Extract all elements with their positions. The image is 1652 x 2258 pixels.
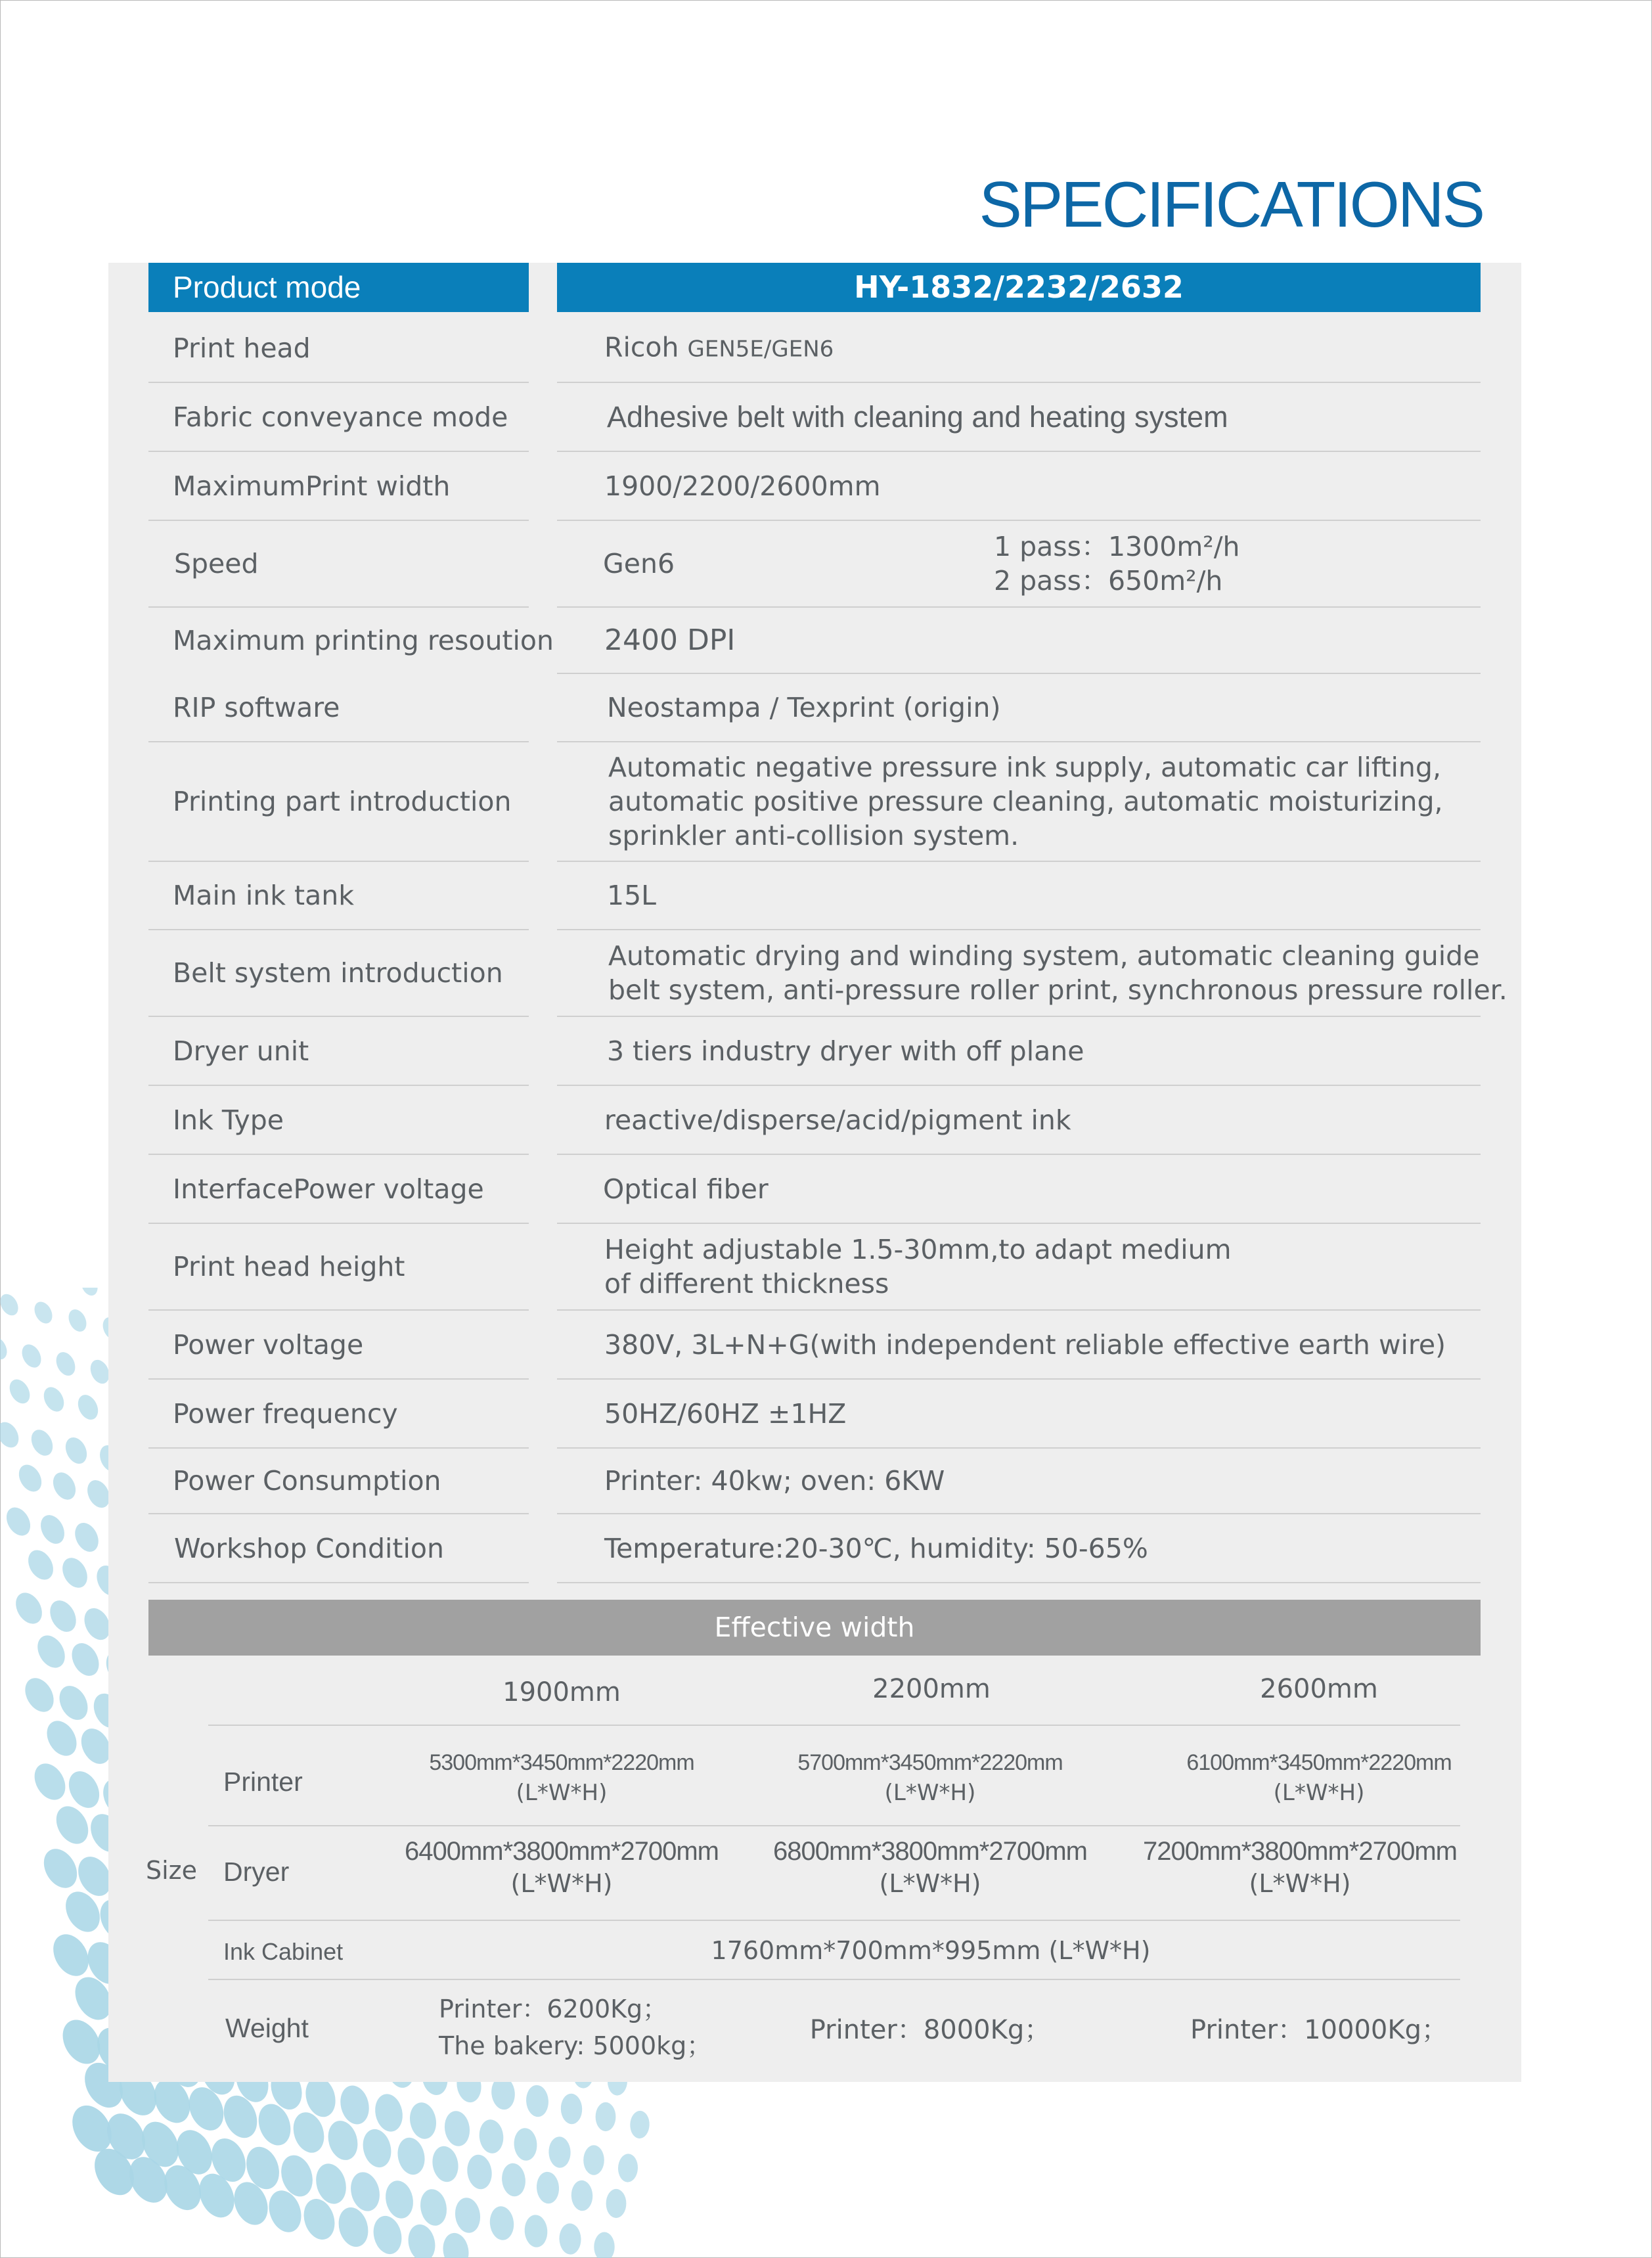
spec-value: 3 tiers industry dryer with off plane bbox=[607, 1035, 1084, 1067]
dryer-dims-2600: 7200mm*3800mm*2700mm (L*W*H) bbox=[1142, 1837, 1457, 1898]
spec-label: Power frequency bbox=[173, 1397, 398, 1430]
column-header-2600: 2600mm bbox=[1260, 1674, 1378, 1704]
spec-row-head-height bbox=[0, 1224, 1652, 1309]
size-label: Size bbox=[146, 1856, 198, 1885]
spec-label: RIP software bbox=[173, 692, 340, 723]
spec-label: Dryer unit bbox=[173, 1035, 309, 1067]
spec-value: Height adjustable 1.5-30mm,to adapt medium of different thickness bbox=[604, 1234, 1232, 1299]
column-header-2200: 2200mm bbox=[872, 1674, 991, 1704]
model-header: HY-1832/2232/2632 bbox=[557, 263, 1481, 312]
spec-row-power-frequency bbox=[0, 1380, 1652, 1447]
spec-label: Power voltage bbox=[173, 1328, 364, 1361]
printer-dims-1900: 5300mm*3450mm*2220mm (L*W*H) bbox=[429, 1750, 694, 1806]
spec-label: Speed bbox=[174, 548, 259, 579]
spec-row-interface bbox=[0, 1155, 1652, 1223]
spec-value: 50HZ/60HZ ±1HZ bbox=[604, 1397, 847, 1430]
ink-cabinet-dims: 1760mm*700mm*995mm (L*W*H) bbox=[711, 1936, 1151, 1965]
spec-row-speed bbox=[0, 521, 1652, 606]
spec-label: Belt system introduction bbox=[173, 957, 503, 989]
dryer-dims-2200: 6800mm*3800mm*2700mm (L*W*H) bbox=[772, 1837, 1087, 1898]
ink-cabinet-label: Ink Cabinet bbox=[223, 1938, 344, 1965]
spec-row-ink-tank bbox=[0, 862, 1652, 929]
spec-row-power-voltage bbox=[0, 1311, 1652, 1378]
spec-value: Optical fiber bbox=[603, 1173, 769, 1205]
spec-value: reactive/disperse/acid/pigment ink bbox=[604, 1104, 1071, 1136]
spec-value: Neostampa / Texprint (origin) bbox=[607, 692, 1001, 723]
weight-2600: Printer：10000Kg； bbox=[1190, 2015, 1448, 2045]
spec-row-rip bbox=[0, 674, 1652, 741]
spec-label: Ink Type bbox=[173, 1104, 284, 1136]
spec-value: 15L bbox=[607, 880, 657, 911]
printer-dims-2600: 6100mm*3450mm*2220mm (L*W*H) bbox=[1186, 1750, 1452, 1806]
spec-value: 1900/2200/2600mm bbox=[604, 470, 881, 502]
dryer-dims-1900: 6400mm*3800mm*2700mm (L*W*H) bbox=[404, 1837, 719, 1898]
weight-label: Weight bbox=[225, 2013, 309, 2043]
weight-2200: Printer：8000Kg； bbox=[809, 2015, 1051, 2045]
spec-label: Print head height bbox=[173, 1251, 405, 1282]
spec-row-conveyance bbox=[0, 383, 1652, 451]
spec-row-workshop bbox=[0, 1514, 1652, 1582]
spec-row-print-head bbox=[0, 314, 1652, 382]
spec-label: Printing part introduction bbox=[173, 786, 512, 817]
effective-width-header: Effective width bbox=[148, 1600, 1481, 1656]
spec-value: Temperature:20-30℃, humidity: 50-65% bbox=[604, 1532, 1148, 1564]
spec-row-resolution bbox=[0, 608, 1652, 673]
dryer-label: Dryer bbox=[223, 1857, 290, 1887]
speed-head: Gen6 bbox=[603, 548, 675, 579]
printer-dims-2200: 5700mm*3450mm*2220mm (L*W*H) bbox=[797, 1750, 1063, 1806]
spec-value: Automatic negative pressure ink supply, automatic car lifting, automatic positive pressure cleaning, automatic moisturizing, sprinkler anti-collision system. bbox=[608, 752, 1443, 851]
spec-row-width bbox=[0, 452, 1652, 520]
spec-label: Workshop Condition bbox=[174, 1532, 444, 1564]
spec-label: Main ink tank bbox=[173, 880, 354, 911]
spec-row-belt bbox=[0, 930, 1652, 1016]
spec-label: InterfacePower voltage bbox=[173, 1173, 484, 1205]
spec-label: Power Consumption bbox=[173, 1465, 441, 1497]
product-mode-header: Product mode bbox=[148, 263, 529, 312]
spec-label: Print head bbox=[173, 332, 311, 364]
spec-value: 380V, 3L+N+G(with independent reliable effective earth wire) bbox=[604, 1328, 1446, 1361]
spec-value: Adhesive belt with cleaning and heating system bbox=[607, 399, 1228, 434]
spec-label: MaximumPrint width bbox=[173, 470, 451, 502]
spec-value: 2400 DPI bbox=[604, 623, 736, 657]
spec-row-power-consumption bbox=[0, 1449, 1652, 1513]
spec-label: Fabric conveyance mode bbox=[173, 401, 508, 433]
spec-row-ink-type bbox=[0, 1086, 1652, 1154]
spec-row-dryer bbox=[0, 1017, 1652, 1085]
spec-row-printing-part bbox=[0, 742, 1652, 861]
column-header-1900: 1900mm bbox=[502, 1677, 621, 1707]
speed-passes: 1 pass：1300m²/h 2 pass：650m²/h bbox=[994, 531, 1240, 597]
spec-label: Maximum printing resoution bbox=[173, 624, 554, 656]
spec-value: Automatic drying and winding system, automatic cleaning guide belt system, anti-pressure roller print, synchronous pressure roller. bbox=[608, 940, 1507, 1006]
spec-value: Ricoh GEN5E/GEN6 bbox=[604, 331, 834, 363]
spec-value: Printer: 40kw; oven: 6KW bbox=[604, 1465, 945, 1497]
page-title: SPECIFICATIONS bbox=[979, 168, 1483, 240]
printer-label: Printer bbox=[223, 1767, 303, 1797]
weight-1900: Printer：6200Kg； The bakery: 5000kg； bbox=[439, 1995, 712, 2060]
